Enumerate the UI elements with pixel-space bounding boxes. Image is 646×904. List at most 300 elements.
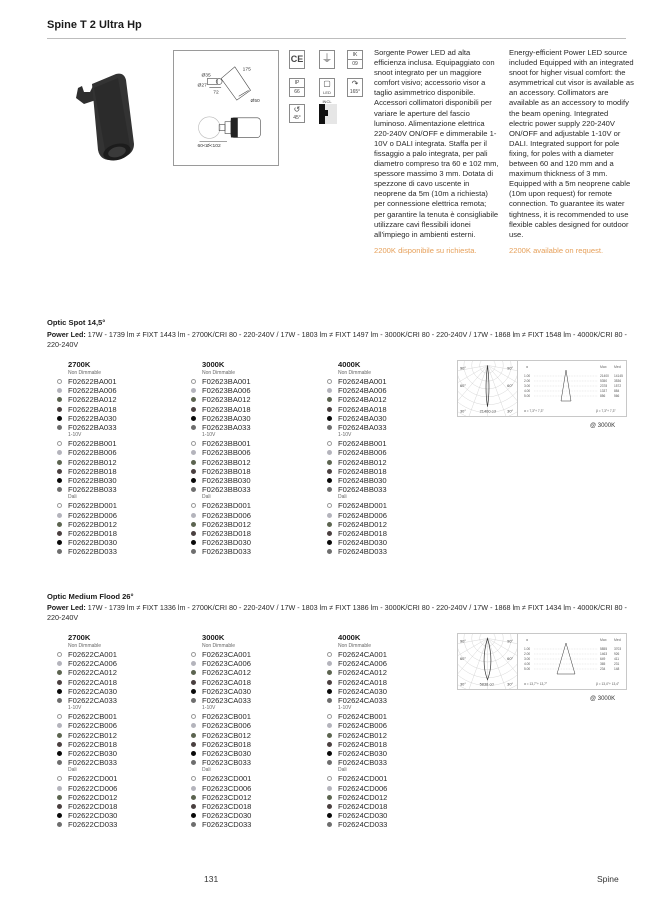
product-code-row: [327, 510, 452, 519]
dimming-group-label: Dali: [202, 494, 211, 501]
product-code: F02623BD033: [202, 547, 251, 557]
svg-text:234: 234: [600, 667, 606, 671]
finish-color-dot-icon: [327, 425, 332, 430]
svg-text:60°: 60°: [507, 656, 514, 662]
product-code-row: [191, 802, 316, 811]
finish-color-dot-icon: [57, 776, 62, 781]
product-code: F02622BB001: [68, 439, 117, 449]
finish-color-dot-icon: [191, 416, 196, 421]
led-included-icon: ▢ LED INCL: [319, 78, 335, 97]
product-code-row: [57, 547, 182, 556]
svg-text:60<Ø<102: 60<Ø<102: [197, 144, 221, 150]
finish-color-dot-icon: [327, 689, 332, 694]
product-code: F02624BA030: [338, 413, 387, 423]
reference-temp: @ 3000K: [590, 423, 616, 429]
product-code: F02624BD006: [338, 510, 387, 520]
svg-text:5.00: 5.00: [524, 667, 531, 671]
product-code-row: [327, 439, 452, 448]
product-code-row: [191, 696, 316, 705]
finish-color-dot-icon: [191, 680, 196, 685]
product-code: F02623CB012: [202, 730, 251, 740]
finish-color-dot-icon: [57, 478, 62, 483]
product-code-row: [191, 712, 316, 721]
product-code: F02623BA030: [202, 413, 251, 423]
product-code: F02624BD033: [338, 547, 387, 557]
product-code-row: [327, 731, 452, 740]
product-code: F02622CB033: [68, 758, 117, 768]
product-code-row: [327, 820, 452, 829]
svg-text:3703: 3703: [614, 647, 622, 651]
svg-text:926: 926: [614, 652, 620, 656]
product-code-row: [57, 485, 182, 494]
product-code-row: [191, 405, 316, 414]
svg-text:411: 411: [614, 657, 620, 661]
product-code: F02624CB018: [338, 739, 387, 749]
finish-color-dot-icon: [191, 460, 196, 465]
technical-drawing: [173, 50, 279, 166]
product-code-row: [57, 414, 182, 423]
finish-color-dot-icon: [191, 742, 196, 747]
svg-text:4.00: 4.00: [524, 662, 531, 666]
product-code-row: [191, 458, 316, 467]
finish-color-dot-icon: [57, 751, 62, 756]
product-code-row: [57, 529, 182, 538]
product-code-row: [191, 678, 316, 687]
product-code-row: [57, 811, 182, 820]
product-code-row: [57, 696, 182, 705]
product-code: F02622CD033: [68, 820, 118, 830]
product-code-row: [327, 538, 452, 547]
svg-text:4.00: 4.00: [524, 389, 531, 393]
dimming-group-label: Non Dimmable: [68, 370, 102, 376]
svg-text:30°: 30°: [507, 681, 514, 687]
product-code: F02624CA033: [338, 696, 387, 706]
product-code: F02624CD030: [338, 811, 388, 821]
product-code-row: [57, 712, 182, 721]
product-code: F02622BD030: [68, 538, 117, 548]
product-code-row: [191, 793, 316, 802]
finish-color-dot-icon: [57, 549, 62, 554]
product-code: F02622CD018: [68, 801, 118, 811]
code-column-3000k: [191, 360, 316, 556]
finish-color-dot-icon: [327, 531, 332, 536]
finish-color-dot-icon: [327, 652, 332, 657]
product-code: F02623BB018: [202, 466, 251, 476]
svg-text:2.00: 2.00: [524, 379, 531, 383]
earth-ground-icon: ⏚: [319, 50, 335, 69]
product-code-row: [327, 501, 452, 510]
product-code-row: [191, 386, 316, 395]
product-code-row: [327, 485, 452, 494]
finish-color-dot-icon: [327, 469, 332, 474]
product-code: F02624BA001: [338, 377, 387, 387]
product-code-row: [191, 414, 316, 423]
finish-color-dot-icon: [191, 407, 196, 412]
product-code-row: [191, 439, 316, 448]
product-code-row: [191, 659, 316, 668]
product-code: F02622CB030: [68, 748, 117, 758]
product-code-row: [327, 687, 452, 696]
product-code-row: [57, 650, 182, 659]
product-code: F02622CA030: [68, 686, 117, 696]
product-code-row: [57, 439, 182, 448]
product-code-row: [327, 448, 452, 457]
product-code-row: [191, 668, 316, 677]
finish-color-dot-icon: [57, 425, 62, 430]
product-code: F02622CB012: [68, 730, 117, 740]
product-code: F02624CD012: [338, 792, 388, 802]
finish-color-dot-icon: [327, 776, 332, 781]
finish-color-dot-icon: [191, 822, 196, 827]
illuminance-cone: [520, 361, 626, 416]
description-text: Energy-efficient Power LED source included Equipped with an integrated snoot for higher visual comfort: the asymmetrical cut visor is available as an accessory. Collimators are available as an accessory to modify the beam opening. Integrated electric power supply 220-240V ON/OFF and adjustable 1-10V or DALI. Integrated support for pole fixing, for poles with a diameter between 60 and 120 mm and a maximum thickness of 3 mm. Equipped with a 5m neoprene cable (10m upon request) for remote connection. To guarantee its water tightness, it is recommended to use flexible cables designed for outdoor use.: [509, 48, 634, 239]
product-code-row: [57, 458, 182, 467]
finish-color-dot-icon: [57, 522, 62, 527]
dimming-group-label: 1-10V: [68, 705, 82, 712]
dimming-group-label: Dali: [68, 494, 77, 501]
product-code-row: [327, 659, 452, 668]
finish-color-dot-icon: [191, 549, 196, 554]
product-code: F02624BD030: [338, 538, 387, 548]
product-code: F02622BD001: [68, 501, 117, 511]
product-code-row: [327, 678, 452, 687]
finish-color-dot-icon: [57, 503, 62, 508]
section-title-spot: Optic Spot 14,5°: [47, 318, 106, 327]
product-code: F02623CB033: [202, 758, 251, 768]
product-code-row: [57, 448, 182, 457]
finish-color-dot-icon: [57, 795, 62, 800]
finish-color-dot-icon: [327, 407, 332, 412]
svg-text:90°: 90°: [459, 638, 466, 644]
product-code: F02622CA033: [68, 696, 117, 706]
product-code: F02622BA033: [68, 423, 117, 433]
finish-color-dot-icon: [327, 460, 332, 465]
finish-color-dot-icon: [57, 450, 62, 455]
polar-diagram: [458, 634, 518, 689]
product-code-row: [191, 377, 316, 386]
product-code-row: [327, 458, 452, 467]
product-code: F02622CA018: [68, 677, 117, 687]
finish-color-dot-icon: [191, 397, 196, 402]
product-code-row: [57, 731, 182, 740]
product-code: F02623BB033: [202, 485, 251, 495]
svg-text:30°: 30°: [459, 681, 466, 687]
product-code-row: [57, 510, 182, 519]
dimming-group-label: 1-10V: [202, 432, 216, 439]
product-code: F02624CA018: [338, 677, 387, 687]
finish-color-dot-icon: [191, 522, 196, 527]
svg-text:365: 365: [600, 662, 606, 666]
product-code-row: [57, 423, 182, 432]
svg-text:2378: 2378: [600, 384, 608, 388]
product-code: F02623CB030: [202, 748, 251, 758]
svg-text:5350: 5350: [600, 379, 608, 383]
product-code: F02622CA001: [68, 650, 117, 660]
reference-temp: @ 3000K: [590, 696, 616, 702]
product-code-row: [57, 668, 182, 677]
product-code: F02622BA006: [68, 386, 117, 396]
finish-color-dot-icon: [327, 733, 332, 738]
finish-color-dot-icon: [57, 379, 62, 384]
finish-color-dot-icon: [327, 513, 332, 518]
finish-color-dot-icon: [57, 723, 62, 728]
product-code-row: [327, 802, 452, 811]
finish-color-dot-icon: [57, 441, 62, 446]
svg-text:5838 cd: 5838 cd: [479, 681, 494, 687]
product-code: F02622CB018: [68, 739, 117, 749]
tilt-angle-icon: ↷ 165°: [347, 78, 363, 97]
product-code: F02624CA030: [338, 686, 387, 696]
finish-color-dot-icon: [327, 549, 332, 554]
product-code: F02622CA012: [68, 668, 117, 678]
product-code: F02622CA006: [68, 659, 117, 669]
finish-color-dot-icon: [191, 804, 196, 809]
svg-text:21400: 21400: [600, 374, 609, 378]
svg-text:Med: Med: [614, 638, 621, 642]
product-code: F02623BD001: [202, 501, 251, 511]
finish-color-dot-icon: [57, 804, 62, 809]
product-code: F02624BB030: [338, 475, 387, 485]
finish-color-dot-icon: [191, 723, 196, 728]
code-column-2700k: [57, 360, 182, 556]
product-code-row: [191, 740, 316, 749]
svg-text:60°: 60°: [459, 656, 466, 662]
finish-color-dot-icon: [327, 714, 332, 719]
product-code: F02622BB018: [68, 466, 117, 476]
product-code-row: [327, 774, 452, 783]
product-code: F02623BD006: [202, 510, 251, 520]
finish-color-dot-icon: [191, 776, 196, 781]
finish-color-dot-icon: [327, 388, 332, 393]
product-code: F02623CD033: [202, 820, 252, 830]
svg-text:3.00: 3.00: [524, 384, 531, 388]
product-code: F02623BB012: [202, 457, 251, 467]
product-code: F02623CB006: [202, 721, 251, 731]
svg-text:175: 175: [242, 67, 251, 73]
finish-color-dot-icon: [327, 822, 332, 827]
dimming-group-label: 1-10V: [68, 432, 82, 439]
finish-color-dot-icon: [191, 760, 196, 765]
finish-color-dot-icon: [327, 723, 332, 728]
product-code: F02624CB033: [338, 758, 387, 768]
product-code: F02623BB030: [202, 475, 251, 485]
finish-color-dot-icon: [57, 698, 62, 703]
finish-color-dot-icon: [191, 379, 196, 384]
svg-text:α = 13,7°+ 13,7°: α = 13,7°+ 13,7°: [524, 682, 548, 686]
product-code: F02622BD033: [68, 547, 117, 557]
product-code-row: [57, 476, 182, 485]
product-code: F02622BA012: [68, 395, 117, 405]
product-code: F02623BB006: [202, 448, 251, 458]
svg-text:α: α: [526, 638, 529, 642]
finish-color-dot-icon: [327, 450, 332, 455]
product-code: F02622BA030: [68, 413, 117, 423]
product-code-row: [57, 678, 182, 687]
svg-text:14145: 14145: [614, 374, 623, 378]
dimming-group-label: Non Dimmable: [202, 643, 236, 649]
finish-color-dot-icon: [327, 503, 332, 508]
product-code: F02624CB030: [338, 748, 387, 758]
finish-color-dot-icon: [57, 652, 62, 657]
product-code-row: [57, 395, 182, 404]
svg-text:β = 7,3°+ 7,3°: β = 7,3°+ 7,3°: [596, 409, 616, 413]
svg-text:5855: 5855: [600, 647, 608, 651]
finish-color-dot-icon: [57, 813, 62, 818]
finish-color-dot-icon: [191, 513, 196, 518]
description-english: [509, 48, 634, 256]
product-code-row: [191, 774, 316, 783]
product-code: F02622CD030: [68, 811, 118, 821]
finish-color-dot-icon: [191, 786, 196, 791]
finish-color-dot-icon: [191, 531, 196, 536]
product-code: F02624BD018: [338, 528, 387, 538]
svg-text:α = 7,3°+ 7,3°: α = 7,3°+ 7,3°: [524, 409, 544, 413]
product-code-row: [57, 405, 182, 414]
product-code-row: [57, 538, 182, 547]
product-code: F02624BA033: [338, 423, 387, 433]
product-code-row: [327, 811, 452, 820]
product-code-row: [57, 820, 182, 829]
product-code-row: [57, 783, 182, 792]
product-code-row: [327, 783, 452, 792]
svg-text:α: α: [526, 365, 529, 369]
product-code-row: [327, 414, 452, 423]
product-code-row: [57, 659, 182, 668]
rotation-angle-icon: ↺ 45°: [289, 104, 305, 123]
product-code-row: [191, 501, 316, 510]
finish-color-dot-icon: [191, 478, 196, 483]
product-code-row: [191, 485, 316, 494]
finish-color-dot-icon: [327, 416, 332, 421]
page-title: Spine T 2 Ultra Hp: [47, 19, 142, 31]
finish-color-dot-icon: [327, 760, 332, 765]
ce-mark-icon: CE: [289, 50, 305, 69]
product-code: F02624CD018: [338, 801, 388, 811]
product-code-row: [327, 520, 452, 529]
finish-color-dot-icon: [191, 733, 196, 738]
product-code-row: [191, 448, 316, 457]
page-number: 131: [204, 874, 219, 884]
color-temperature-heading: 3000K: [202, 360, 225, 369]
availability-note: 2200K disponibile su richiesta.: [374, 245, 477, 255]
dimming-group-label: 1-10V: [202, 705, 216, 712]
product-code-row: [327, 696, 452, 705]
product-code: F02622BD018: [68, 528, 117, 538]
svg-text:1.00: 1.00: [524, 647, 531, 651]
product-code-row: [57, 758, 182, 767]
finish-color-dot-icon: [191, 698, 196, 703]
finish-color-dot-icon: [57, 680, 62, 685]
product-code: F02624BA018: [338, 404, 387, 414]
polar-diagram: [458, 361, 518, 416]
finish-color-dot-icon: [327, 441, 332, 446]
product-code: F02623CD001: [202, 774, 252, 784]
finish-color-dot-icon: [57, 460, 62, 465]
code-column-3000k: [191, 633, 316, 829]
product-code-row: [327, 405, 452, 414]
finish-color-dot-icon: [191, 450, 196, 455]
svg-text:148: 148: [614, 667, 620, 671]
product-code-row: [327, 467, 452, 476]
finish-color-dot-icon: [57, 733, 62, 738]
svg-text:2.00: 2.00: [524, 652, 531, 656]
product-code: F02623CD030: [202, 811, 252, 821]
product-code: F02623BA033: [202, 423, 251, 433]
product-code-row: [191, 467, 316, 476]
wall-mount-icon: [319, 104, 337, 124]
ik-rating-icon: IK 09: [347, 50, 363, 69]
color-temperature-heading: 4000K: [338, 633, 361, 642]
finish-color-dot-icon: [57, 469, 62, 474]
svg-text:1.00: 1.00: [524, 374, 531, 378]
product-code: F02623CB001: [202, 712, 251, 722]
finish-color-dot-icon: [57, 670, 62, 675]
product-code: F02624BB033: [338, 485, 387, 495]
product-code-row: [327, 650, 452, 659]
finish-color-dot-icon: [57, 661, 62, 666]
product-code: F02624BB006: [338, 448, 387, 458]
power-led-spec: Power Led: 17W - 1739 lm ≠ FIXT 1443 lm - 2700K/CRI 80 - 220-240V / 17W - 1803 lm ≠ FIXT 1497 lm - 3000K/CRI 80 - 220-240V / 17W - 1868 lm ≠ FIXT 1548 lm - 4000K/CRI 80 - 220-240V: [47, 330, 627, 349]
product-code: F02623BD018: [202, 528, 251, 538]
svg-text:60°: 60°: [459, 383, 466, 389]
product-code-row: [191, 423, 316, 432]
product-code: F02623CD012: [202, 792, 252, 802]
finish-color-dot-icon: [57, 742, 62, 747]
finish-color-dot-icon: [191, 751, 196, 756]
product-code: F02624CB006: [338, 721, 387, 731]
product-code: F02622BA001: [68, 377, 117, 387]
product-code: F02623BA012: [202, 395, 251, 405]
finish-color-dot-icon: [57, 531, 62, 536]
photometric-chart-medium-flood: [457, 633, 627, 690]
product-code-row: [327, 721, 452, 730]
svg-text:1572: 1572: [614, 384, 622, 388]
svg-text:Ø27: Ø27: [197, 83, 207, 89]
dimming-group-label: Dali: [68, 767, 77, 774]
product-code: F02624BB001: [338, 439, 387, 449]
product-code-row: [57, 467, 182, 476]
product-code-row: [191, 520, 316, 529]
product-code: F02622CD006: [68, 783, 118, 793]
finish-color-dot-icon: [327, 379, 332, 384]
finish-color-dot-icon: [327, 397, 332, 402]
finish-color-dot-icon: [327, 487, 332, 492]
product-code: F02624BB018: [338, 466, 387, 476]
product-code: F02623CA030: [202, 686, 251, 696]
code-column-4000k: [327, 360, 452, 556]
svg-text:884: 884: [614, 389, 620, 393]
finish-color-dot-icon: [327, 680, 332, 685]
product-code: F02623BA018: [202, 404, 251, 414]
svg-text:1337: 1337: [600, 389, 608, 393]
dimming-group-label: Non Dimmable: [338, 370, 372, 376]
finish-color-dot-icon: [327, 804, 332, 809]
product-code-row: [327, 386, 452, 395]
finish-color-dot-icon: [327, 742, 332, 747]
product-code: F02624CD001: [338, 774, 388, 784]
finish-color-dot-icon: [191, 661, 196, 666]
illuminance-cone: [520, 634, 626, 689]
power-led-spec: Power Led: 17W - 1739 lm ≠ FIXT 1336 lm - 2700K/CRI 80 - 220-240V / 17W - 1803 lm ≠ FIXT 1386 lm - 3000K/CRI 80 - 220-240V / 17W - 1868 lm ≠ FIXT 1434 lm - 4000K/CRI 80 - 220-240V: [47, 603, 627, 622]
code-column-4000k: [327, 633, 452, 829]
product-code-row: [191, 731, 316, 740]
product-code-row: [191, 749, 316, 758]
finish-color-dot-icon: [327, 670, 332, 675]
color-temperature-heading: 3000K: [202, 633, 225, 642]
finish-color-dot-icon: [191, 540, 196, 545]
svg-text:3536: 3536: [614, 379, 622, 383]
product-code-row: [57, 774, 182, 783]
